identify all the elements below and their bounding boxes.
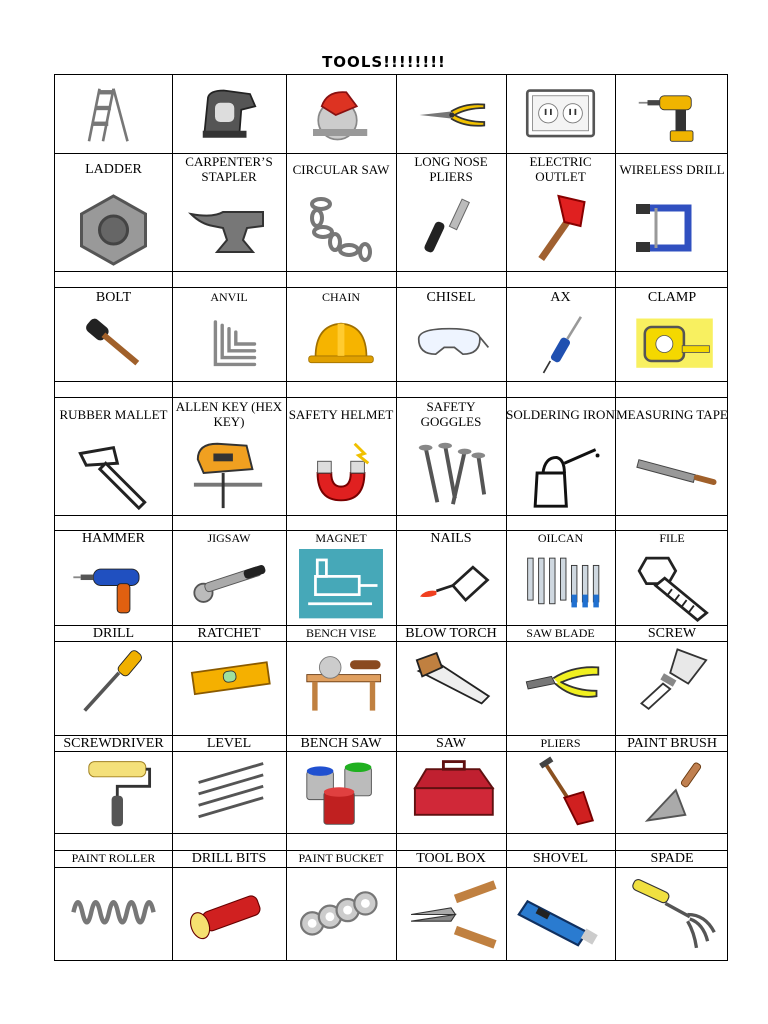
tool-label: CARPENTER’S STAPLER <box>185 154 273 184</box>
chisel-icon <box>400 188 502 268</box>
outlet-icon <box>510 80 611 150</box>
grid-row-divider <box>55 867 727 868</box>
helmet-icon <box>290 310 392 378</box>
tool-label: SOLDERING IRON <box>506 406 615 422</box>
axe-icon <box>510 188 611 268</box>
grid-row-divider <box>55 751 727 752</box>
tool-label: ALLEN KEY (HEX KEY) <box>175 399 283 429</box>
tool-label: RUBBER MALLET <box>59 406 168 422</box>
grid-row-divider <box>55 833 727 834</box>
allen-key-icon <box>176 310 282 378</box>
tool-label: MEASURING TAPE <box>616 406 728 422</box>
shovel-icon <box>510 754 611 830</box>
tool-label: BOLT <box>95 289 132 305</box>
flashlight-icon <box>176 870 282 959</box>
tool-label: SAW <box>436 735 466 751</box>
tools-grid <box>54 74 728 961</box>
tool-label: SHOVEL <box>532 851 589 866</box>
drill-icon <box>59 549 168 622</box>
level-icon <box>176 644 282 716</box>
grid-row-divider <box>55 271 727 272</box>
tool-label: BENCH VISE <box>305 625 377 640</box>
tool-label: PLIERS <box>540 735 581 750</box>
saw-blades-icon <box>510 549 611 622</box>
tool-label: AX <box>550 289 571 305</box>
screwdriver-icon <box>59 644 168 716</box>
bench-vise-icon <box>290 549 392 622</box>
tool-label: PAINT BUCKET <box>298 851 384 865</box>
grid-column-divider <box>615 75 616 960</box>
tool-label: JIGSAW <box>207 530 251 545</box>
grid-row-divider <box>55 515 727 516</box>
wireless-drill-icon <box>619 80 725 150</box>
tool-label: SAFETY GOGGLES <box>420 399 482 429</box>
chain-icon <box>290 188 392 268</box>
clamp-icon <box>619 188 725 268</box>
tool-label: BENCH SAW <box>300 735 382 751</box>
grid-column-divider <box>396 75 397 960</box>
soldering-iron-icon <box>510 310 611 378</box>
grid-column-divider <box>286 75 287 960</box>
tool-label: MAGNET <box>315 530 367 545</box>
utility-knife-icon <box>510 870 611 959</box>
tool-label: SPADE <box>650 851 694 866</box>
tool-label: OILCAN <box>537 530 584 545</box>
tool-label: SCREWDRIVER <box>63 735 164 751</box>
oilcan-icon <box>510 434 611 512</box>
grid-column-divider <box>506 75 507 960</box>
paint-brush-icon <box>619 644 725 716</box>
tool-label: WIRELESS DRILL <box>619 161 725 177</box>
tool-label: TOOL BOX <box>416 851 486 866</box>
hex-nut-icon <box>59 188 168 268</box>
tool-label: SAFETY HELMET <box>288 406 394 422</box>
grid-row-divider <box>55 381 727 382</box>
jigsaw-icon <box>176 434 282 512</box>
tool-label: ELECTRIC OUTLET <box>529 154 592 184</box>
tool-label: LEVEL <box>206 735 252 751</box>
tool-label: SCREW <box>647 625 697 641</box>
hedge-shears-icon <box>400 870 502 959</box>
magnet-icon <box>290 434 392 512</box>
nails-icon <box>400 434 502 512</box>
bench-saw-icon <box>290 644 392 716</box>
paint-bucket-icon <box>290 754 392 830</box>
tool-label: FILE <box>659 530 685 545</box>
tool-label: DRILL BITS <box>191 851 267 866</box>
mallet-icon <box>59 310 168 378</box>
tool-label: DRILL <box>92 625 135 641</box>
tool-label: RATCHET <box>197 625 261 641</box>
goggles-icon <box>400 310 502 378</box>
blow-torch-icon <box>400 549 502 622</box>
page-title: TOOLS!!!!!!!! <box>322 53 446 71</box>
pliers-icon <box>510 644 611 716</box>
spring-icon <box>59 870 168 959</box>
tool-label: ANVIL <box>210 289 248 304</box>
ratchet-icon <box>176 549 282 622</box>
tool-label: PAINT ROLLER <box>71 851 156 865</box>
washers-icon <box>290 870 392 959</box>
paint-roller-icon <box>59 754 168 830</box>
tool-label: LADDER <box>85 161 142 177</box>
anvil-icon <box>176 188 282 268</box>
tool-label: HAMMER <box>81 530 145 546</box>
tool-label: PAINT BRUSH <box>627 735 717 751</box>
tool-label: CHAIN <box>322 289 360 304</box>
tool-label: NAILS <box>430 530 472 546</box>
tool-label: BLOW TORCH <box>405 625 497 641</box>
circular-saw-icon <box>290 80 392 150</box>
stapler-icon <box>176 80 282 150</box>
ladder-icon <box>59 80 168 150</box>
trowel-icon <box>619 754 725 830</box>
screw-icon <box>619 549 725 622</box>
tool-label: CHISEL <box>426 289 476 305</box>
tool-label: SAW BLADE <box>526 625 595 640</box>
tool-label: LONG NOSE PLIERS <box>414 154 488 184</box>
hammer-icon <box>59 434 168 512</box>
hand-saw-icon <box>400 644 502 716</box>
tape-measure-icon <box>619 310 725 378</box>
grid-column-divider <box>172 75 173 960</box>
drill-bits-icon <box>176 754 282 830</box>
file-icon <box>619 434 725 512</box>
long-nose-pliers-icon <box>400 80 502 150</box>
tool-box-icon <box>400 754 502 830</box>
hand-rake-icon <box>619 870 725 959</box>
tool-label: CLAMP <box>647 289 697 305</box>
grid-row-divider <box>55 641 727 642</box>
tool-label: CIRCULAR SAW <box>292 161 390 177</box>
